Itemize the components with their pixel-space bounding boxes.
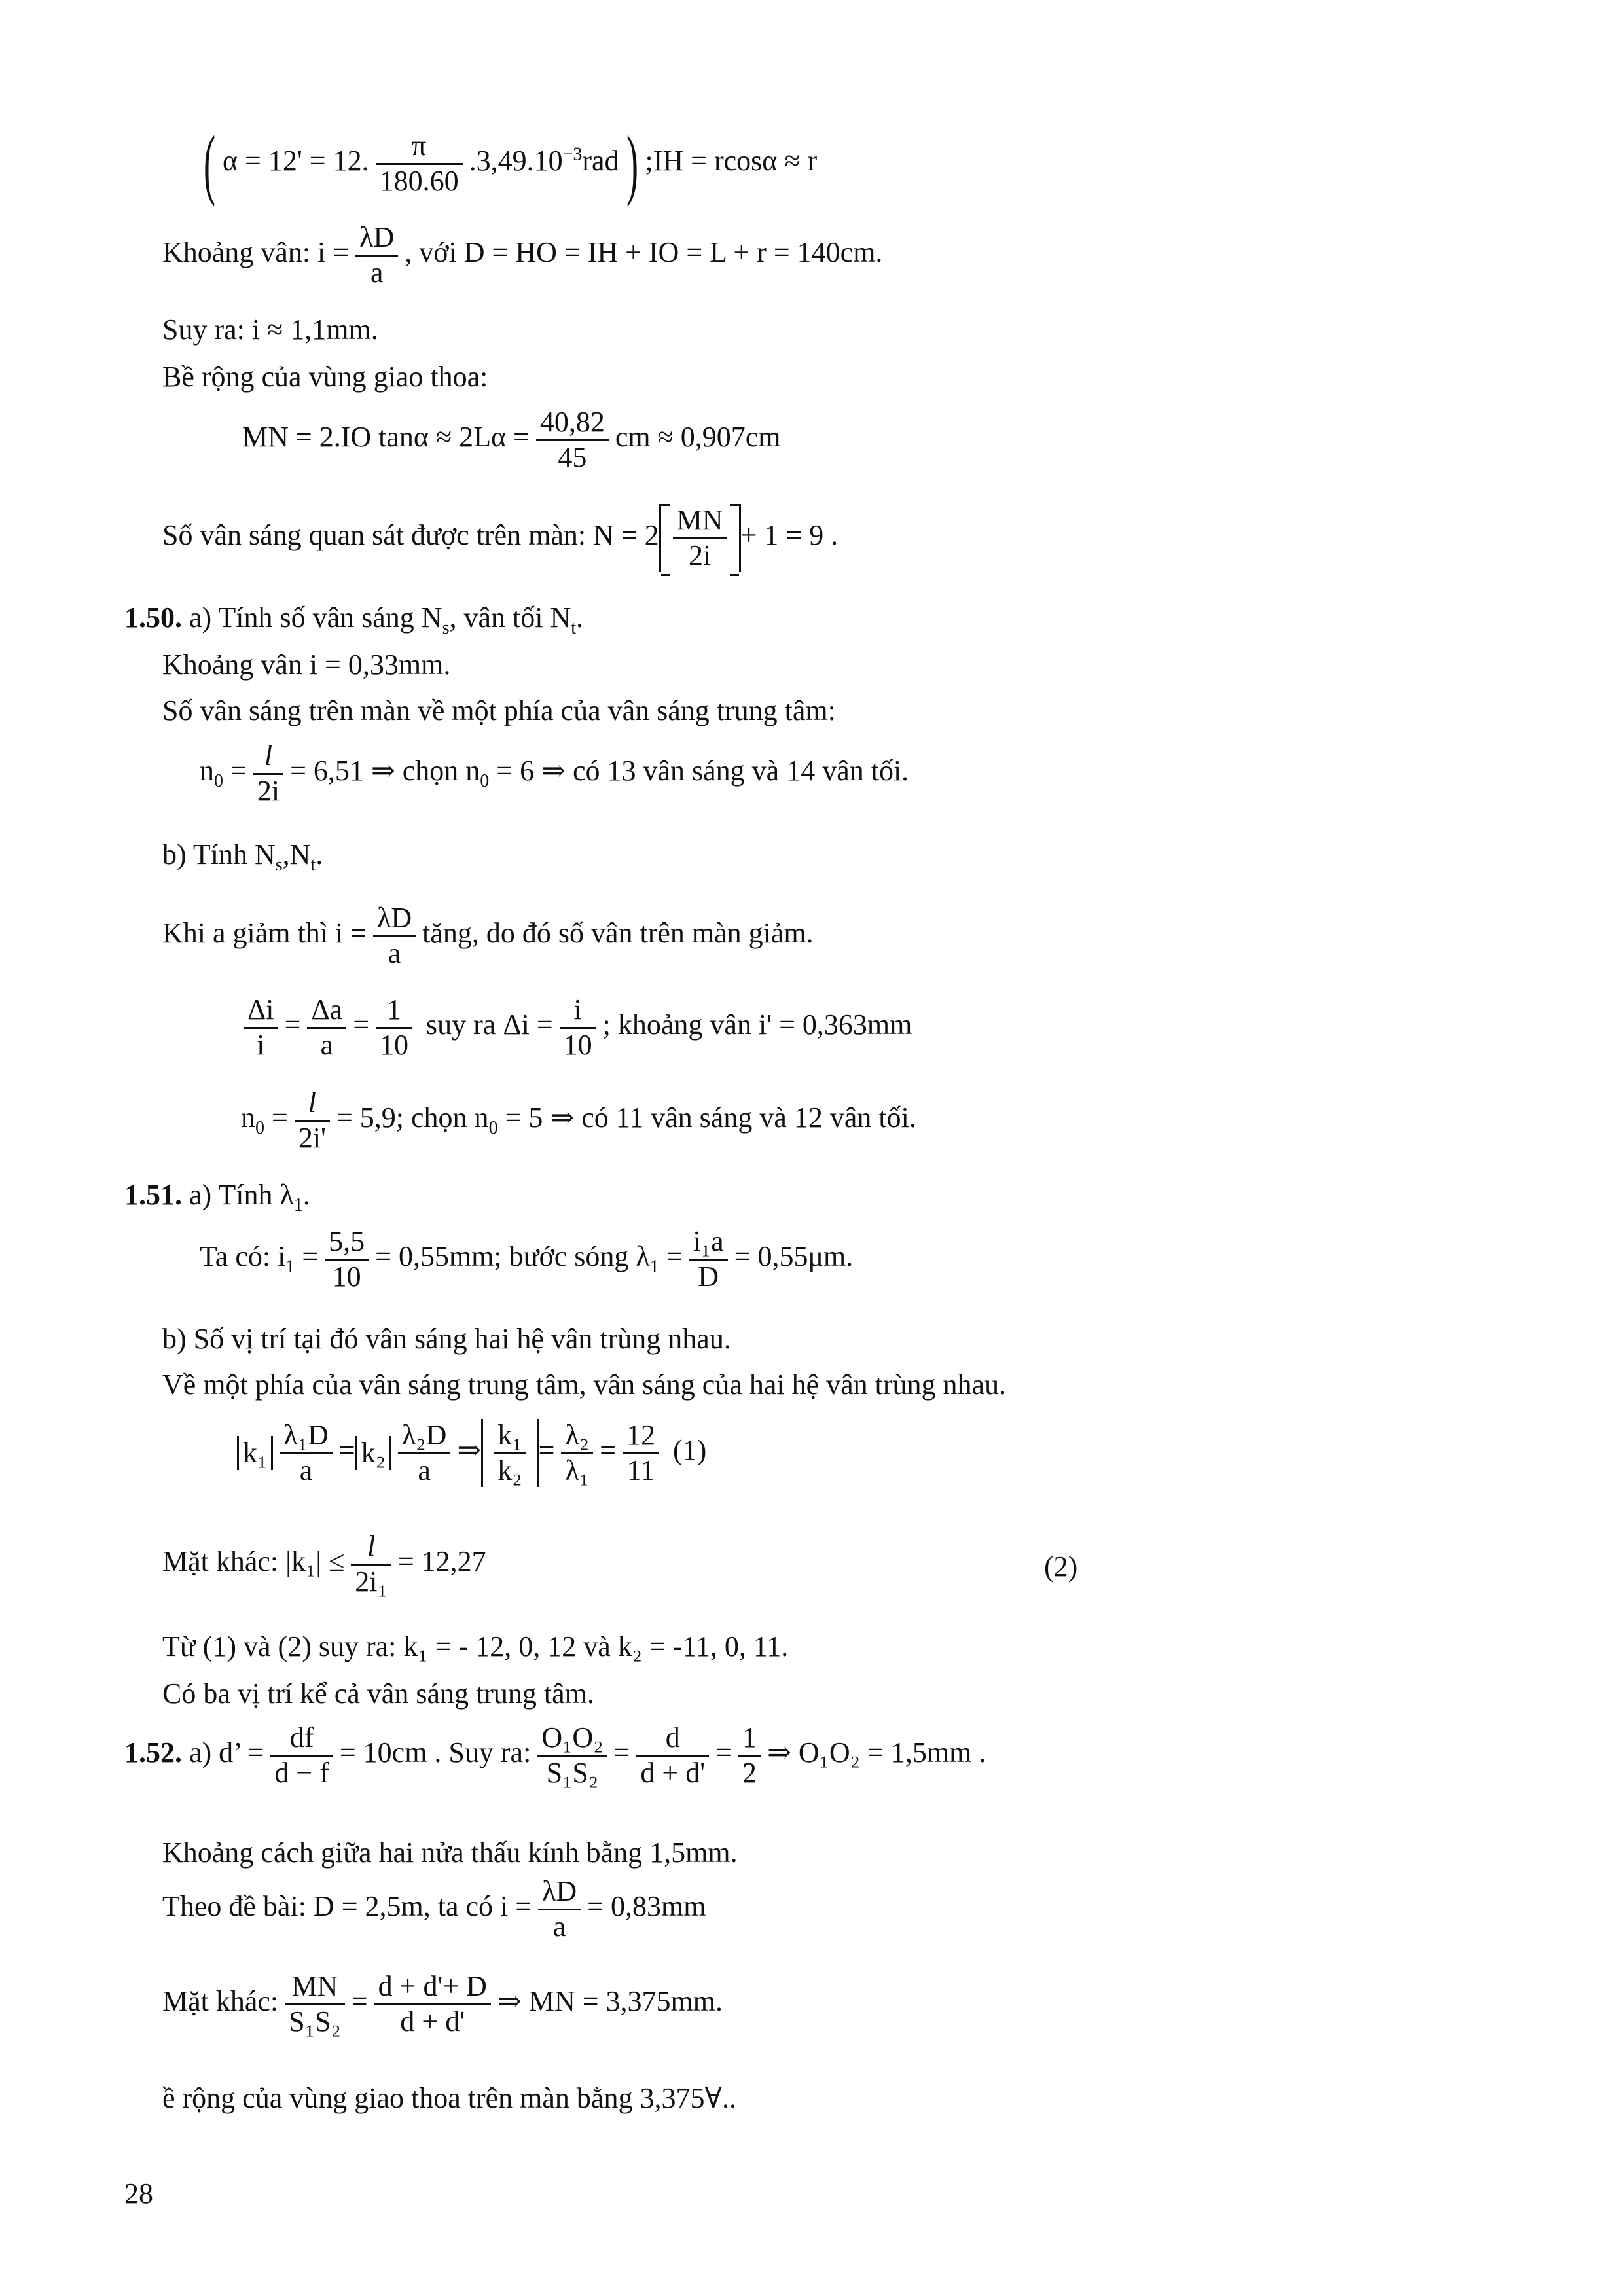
ratio-fraction xyxy=(494,1419,526,1487)
khoang-van-label: Khoảng vân: i = xyxy=(162,236,350,269)
right-paren: ) xyxy=(626,120,638,207)
p151-a-end: . xyxy=(302,1179,310,1211)
p150-delta-line: $\frac{\Delta i}{i}$ = $\frac{\Delta a}{a}$ = $\frac{1}{10}$ suy ra Δi = $\frac{i}{10}$ ; khoảng vân i' = 0,363mm xyxy=(237,994,912,1062)
lam-ratio-num: λ₂ xyxy=(561,1419,593,1454)
delta-num4: i xyxy=(560,994,596,1029)
delta-den3: 10 xyxy=(380,1028,409,1061)
eq2-fraction xyxy=(398,1419,450,1487)
o-fraction xyxy=(537,1721,607,1789)
p150-n0p-line: $n_0$ = $\frac{l}{2i'}$ = 5,9; chọn $n_0 = 5$ ⇒ có 11 vân sáng và 12 vân tối. xyxy=(241,1086,916,1154)
p150-khi-line xyxy=(162,902,814,970)
val-fraction xyxy=(623,1419,659,1487)
mk-den: 2i₁ xyxy=(355,1565,388,1598)
abs-k2: k₂ xyxy=(355,1436,391,1471)
o-eq3-den: 2 xyxy=(742,1756,757,1789)
suy-ra-line: Suy ra: i ≈ 1,1mm. xyxy=(162,314,378,346)
mk-num: l xyxy=(351,1530,391,1566)
n0-den: 2i xyxy=(257,774,280,807)
o-rest: ⇒ O₁O₂ = 1,5mm . xyxy=(767,1736,986,1769)
mn-fraction xyxy=(536,406,609,474)
p151-ta-co-line xyxy=(200,1225,853,1293)
p152-mk2-fraction xyxy=(374,1970,491,2038)
n0-rest2: = 6 ⇒ có 13 vân sáng và 14 vân tối. xyxy=(489,755,909,787)
p150-a-title: a) Tính số vân sáng N xyxy=(182,601,442,634)
ih-text: ;IH = rcosα ≈ r xyxy=(645,145,818,177)
n0-rest: = 6,51 ⇒ chọn n xyxy=(290,755,480,787)
val-den: 11 xyxy=(626,1454,655,1486)
eq-label-2: (2) xyxy=(1044,1551,1078,1583)
eq-label-1: (1) xyxy=(672,1434,707,1467)
khoang-van-num: λD xyxy=(355,221,398,257)
p151-co-ba: Có ba vị trí kể cả vân sáng trung tâm. xyxy=(162,1677,594,1710)
b-sub-t: t xyxy=(310,854,316,875)
val-num: 12 xyxy=(623,1419,659,1454)
p150-b-line xyxy=(162,838,323,876)
khoang-van-fraction xyxy=(355,221,398,289)
p151-ve-mot-phia: Về một phía của vân sáng trung tâm, vân sáng của hai hệ vân trùng nhau. xyxy=(162,1369,1007,1401)
i1-eq: = xyxy=(659,1240,683,1273)
delta-den2: a xyxy=(320,1028,334,1061)
delta-num2: Δa xyxy=(307,994,346,1029)
alpha-fraction xyxy=(376,130,463,198)
n0-fraction xyxy=(253,740,283,808)
lam-den: D xyxy=(698,1260,719,1293)
eq1-fraction xyxy=(280,1419,332,1487)
ta-co: Ta có: i xyxy=(200,1240,286,1273)
ratio-den: k₂ xyxy=(497,1454,522,1486)
khi-rest: tăng, do đó số vân trên màn giảm. xyxy=(422,917,814,950)
i1-fraction xyxy=(325,1225,369,1293)
mn-line xyxy=(242,406,781,474)
td-den: a xyxy=(552,1910,566,1943)
p150-n0-line xyxy=(200,740,909,808)
lam-fraction xyxy=(689,1225,728,1293)
o-eq3-num: 1 xyxy=(738,1721,761,1757)
p152-mk-den: S₁S₂ xyxy=(289,2005,341,2037)
theo-de: Theo đề bài: D = 2,5m, ta có i = xyxy=(162,1890,532,1923)
n0p-num: l xyxy=(295,1086,330,1122)
so-van-right: + 1 = 9 . xyxy=(740,519,839,552)
i1-den: 10 xyxy=(332,1260,361,1293)
o-eq3-fraction xyxy=(738,1721,761,1789)
n0p-sub2: 0 xyxy=(488,1117,498,1138)
so-van-label: Số vân sáng quan sát được trên màn: N = 2 xyxy=(162,519,659,552)
khi-num: λD xyxy=(373,902,416,937)
page-number: 28 xyxy=(124,2178,153,2210)
p152-be-rong: ề rộng của vùng giao thoa trên màn bằng 3,375∀.. xyxy=(162,2082,736,2114)
o-eq2-den: d + d' xyxy=(640,1756,706,1789)
so-van-fraction xyxy=(673,504,727,572)
delta-num3: 1 xyxy=(376,994,412,1029)
mk-fraction xyxy=(351,1530,391,1598)
p150-so-van: Số vân sáng trên màn về một phía của vân sáng trung tâm: xyxy=(162,694,836,726)
i1-rest: = 0,55mm; bước sóng λ xyxy=(375,1240,650,1273)
o-den: S₁S₂ xyxy=(546,1756,599,1789)
d-den: d − f xyxy=(274,1756,329,1789)
n0p-sub: 0 xyxy=(255,1117,264,1138)
khi-den: a xyxy=(388,937,401,969)
left-paren: ( xyxy=(203,120,215,207)
khoang-van-line xyxy=(162,221,882,289)
mn-right: cm ≈ 0,907cm xyxy=(615,421,781,454)
p151-a-sub: 1 xyxy=(293,1194,303,1215)
khi-fraction xyxy=(373,902,416,970)
lam-num: i₁a xyxy=(689,1225,728,1261)
n0-label: n xyxy=(200,755,214,787)
n0p-label: n xyxy=(241,1102,255,1134)
mat-khac: Mặt khác: |k₁| ≤ xyxy=(162,1545,345,1578)
delta-frac1 xyxy=(244,994,278,1062)
p151-a-line xyxy=(124,1178,310,1216)
n0p-fraction xyxy=(295,1086,330,1155)
td-num: λD xyxy=(538,1875,581,1910)
p151-a-title: a) Tính λ xyxy=(182,1179,294,1211)
delta-num1: Δi xyxy=(244,994,278,1029)
ratio-num: k₁ xyxy=(494,1419,526,1454)
delta-rest: ; khoảng vân i' = 0,363mm xyxy=(602,1009,912,1041)
td-fraction xyxy=(538,1875,581,1943)
o-eq2-num: d xyxy=(636,1721,709,1757)
floor-bracket xyxy=(659,504,741,572)
lam-ratio-den: λ₁ xyxy=(565,1454,590,1486)
p152-a-line: 1.52. a) d’ = $\frac{df}{d - f}$ = 10cm . Suy ra: $\frac{\text{O₁O₂}}{\text{S₁S₂}}$ = $\frac{d}{d + d'}$ = $\frac{1}{2}$ ⇒ O₁O₂ = 1,5mm . xyxy=(124,1721,986,1789)
n0-sub2: 0 xyxy=(480,770,490,791)
alpha-frac-den: 180.60 xyxy=(379,164,459,197)
i1-sub: 1 xyxy=(649,1256,659,1277)
alpha-text: α = 12' = 12. xyxy=(222,145,369,177)
delta-mid: suy ra Δi = xyxy=(426,1009,553,1041)
p150-a-end: . xyxy=(576,601,584,634)
delta-frac3 xyxy=(376,994,412,1062)
d-num: df xyxy=(270,1721,333,1757)
p151-tu-1-2: Từ (1) và (2) suy ra: k₁ = - 12, 0, 12 và k₂ = -11, 0, 11. xyxy=(162,1630,789,1662)
so-van-den: 2i xyxy=(689,539,712,571)
p150-khoang-van: Khoảng vân i = 0,33mm. xyxy=(162,649,451,681)
p152-mat-khac: Mặt khác: xyxy=(162,1985,279,2018)
problem-number-151: 1.51. xyxy=(124,1179,182,1211)
b-end: . xyxy=(316,838,323,870)
o-eq2-fraction xyxy=(636,1721,709,1789)
p151-b-title: b) Số vị trí tại đó vân sáng hai hệ vân trùng nhau. xyxy=(162,1323,731,1355)
khoang-van-den: a xyxy=(370,256,384,289)
n0-sub: 0 xyxy=(214,770,223,791)
n0p-den: 2i' xyxy=(298,1121,326,1154)
d-fraction xyxy=(270,1721,333,1789)
b-comma: ,N xyxy=(282,838,311,870)
p152-mk-num: MN xyxy=(285,1970,345,2005)
p152-mat-khac-line: Mặt khác: $\frac{MN}{\text{S₁S₂}}$ = $\frac{d + d'+ D}{d + d'}$ ⇒ MN = 3,375mm. xyxy=(162,1970,723,2037)
problem-number-150: 1.50. xyxy=(124,601,182,634)
alpha-line xyxy=(196,120,818,207)
p152-theo-de-line xyxy=(162,1875,706,1943)
lam-rest: = 0,55μm. xyxy=(734,1240,854,1273)
khi-a-giam: Khi a giảm thì i = xyxy=(162,917,367,950)
sub-s: s xyxy=(442,617,450,638)
ta-co-sub: 1 xyxy=(285,1256,295,1277)
p151-eq1-line: k₁ $\frac{\text{λ₁D}}{a}$ = k₂ $\frac{\text{λ₂D}}{a}$ ⇒ $\frac{\text{k₁}}{\text{k₂}}$ = $\frac{\text{λ₂}}{\text{λ₁}}$ = $\frac{12}{11}$ (1) xyxy=(237,1419,706,1487)
mn-left: MN = 2.IO tanα ≈ 2Lα = xyxy=(242,421,530,454)
so-van-num: MN xyxy=(673,504,727,539)
p150-b-title: b) Tính N xyxy=(162,838,276,870)
khoang-van-rest: , với D = HO = IH + IO = L + r = 140cm. xyxy=(405,236,883,269)
delta-frac4 xyxy=(560,994,596,1062)
p152-a-title: a) d’ = xyxy=(182,1736,264,1769)
mk-rest: = 12,27 xyxy=(397,1545,486,1578)
p150-a-line xyxy=(124,601,583,639)
alpha-rest: .3,49.10 xyxy=(469,145,563,177)
d-rest: = 10cm . Suy ra: xyxy=(339,1736,532,1769)
alpha-frac-num: π xyxy=(376,130,463,165)
n0-eq: = xyxy=(223,755,247,787)
p152-mk-fraction xyxy=(285,1970,345,2038)
td-rest: = 0,83mm xyxy=(587,1890,706,1923)
n0p-rest2: = 5 ⇒ có 11 vân sáng và 12 vân tối. xyxy=(497,1102,916,1134)
n0p-rest: = 5,9; chọn n xyxy=(336,1102,489,1134)
p152-mk2-num: d + d'+ D xyxy=(374,1970,491,2005)
delta-frac2 xyxy=(307,994,346,1062)
eq2-den: a xyxy=(418,1454,431,1486)
sub-t: t xyxy=(571,617,577,638)
be-rong-heading: Bề rộng của vùng giao thoa: xyxy=(162,361,488,393)
alpha-unit: rad xyxy=(582,145,619,177)
ta-co-eq: = xyxy=(295,1240,319,1273)
p152-mk-rest: ⇒ MN = 3,375mm. xyxy=(497,1985,723,2018)
p150-a-mid: , vân tối N xyxy=(449,601,571,634)
delta-den4: 10 xyxy=(563,1028,592,1061)
p152-mk2-den: d + d' xyxy=(400,2005,465,2037)
delta-den1: i xyxy=(257,1028,265,1061)
eq1-den: a xyxy=(299,1454,313,1486)
mn-den: 45 xyxy=(558,440,587,473)
o-num: O₁O₂ xyxy=(537,1721,607,1757)
i1-num: 5,5 xyxy=(325,1225,369,1261)
mn-num: 40,82 xyxy=(536,406,609,441)
so-van-line xyxy=(162,504,838,572)
abs-ratio xyxy=(481,1419,538,1487)
eq2-num: λ₂D xyxy=(398,1419,450,1454)
alpha-exp: −3 xyxy=(562,144,583,165)
n0-num: l xyxy=(253,740,283,775)
b-sub-s: s xyxy=(275,854,283,875)
lam-ratio-fraction xyxy=(561,1419,593,1487)
p152-khoang-cach: Khoảng cách giữa hai nửa thấu kính bằng 1,5mm. xyxy=(162,1837,738,1869)
problem-number-152: 1.52. xyxy=(124,1736,182,1769)
abs-k1: k₁ xyxy=(237,1436,273,1471)
eq1-num: λ₁D xyxy=(280,1419,332,1454)
p151-mat-khac-line xyxy=(162,1530,486,1598)
